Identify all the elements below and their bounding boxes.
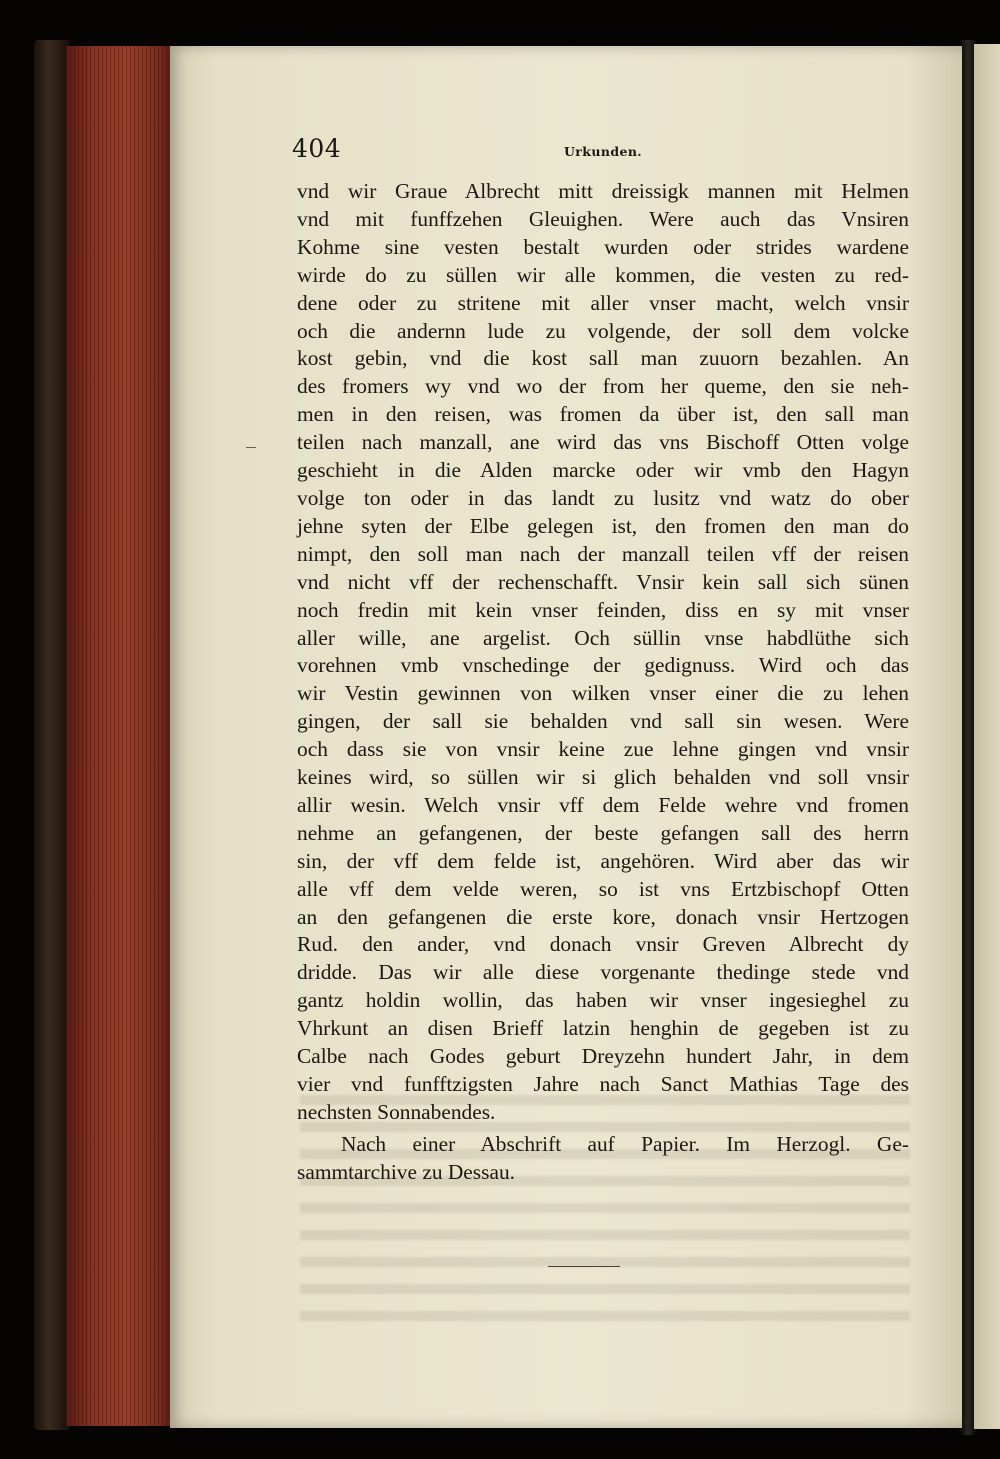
- page-number: 404: [292, 134, 342, 163]
- text-line: jehne syten der Elbe gelegen ist, den fromen den man do: [297, 513, 909, 538]
- text-line: vnd mit funffzehen Gleuighen. Were auch das Vnsiren: [297, 206, 909, 231]
- text-line: och die andernn lude zu volgende, der soll dem volcke: [297, 318, 909, 343]
- text-line: dene oder zu stritene mit aller vnser macht, welch vnsir: [297, 290, 909, 315]
- text-line: kost gebin, vnd die kost sall man zuuorn bezahlen. An: [297, 346, 909, 371]
- text-line: an den gefangenen die erste kore, donach vnsir Hertzogen: [297, 904, 909, 929]
- text-line: nimpt, den soll man nach der manzall teilen vff der reisen: [297, 541, 909, 566]
- text-line: volge ton oder in das landt zu lusitz vnd watz do ober: [297, 485, 909, 510]
- text-line: des fromers wy vnd wo der from her queme, den sie neh-: [297, 374, 909, 399]
- text-line: sin, der vff dem felde ist, angehören. Wird aber das wir: [297, 848, 909, 873]
- text-line: vnd nicht vff der rechenschafft. Vnsir kein sall sich sünen: [297, 569, 909, 594]
- running-head: Urkunden.: [564, 144, 643, 159]
- text-line: vnd wir Graue Albrecht mitt dreissigk mannen mit Helmen: [297, 179, 909, 203]
- text-line: dridde. Das wir alle diese vorgenante thedinge stede vnd: [297, 960, 909, 985]
- text-line: och dass sie von vnsir keine zue lehne gingen vnd vnsir: [297, 737, 909, 762]
- text-line: vier vnd funfftzigsten Jahre nach Sanct Mathias Tage des: [297, 1072, 909, 1096]
- text-line: gingen, der sall sie behalden vnd sall sin wesen. Were: [297, 709, 909, 734]
- text-line: nechsten Sonnabendes.: [297, 1099, 496, 1124]
- facing-page-edge: [974, 44, 1000, 1429]
- text-line: men in den reisen, was fromen da über ist, den sall man: [297, 402, 909, 427]
- text-line: Rud. den ander, vnd donach vnsir Greven Albrecht dy: [297, 932, 909, 957]
- closing-rule: [548, 1266, 620, 1267]
- page-header: [292, 134, 912, 174]
- body-text: [297, 178, 915, 1187]
- text-line: noch fredin mit kein vnser feinden, diss en sy mit vnser: [297, 597, 909, 622]
- text-line: Vhrkunt an disen Brieff latzin henghin de gegeben ist zu: [297, 1016, 909, 1041]
- text-line: nehme an gefangenen, der beste gefangen sall des herrn: [297, 820, 909, 845]
- text-line: teilen nach manzall, ane wird das vns Bischoff Otten volge: [297, 430, 909, 455]
- text-line: wirde do zu süllen wir alle kommen, die vesten zu red-: [297, 262, 909, 287]
- page-block-edge: [66, 46, 176, 1426]
- text-line: keines wird, so süllen wir si glich behalden vnd soll vnsir: [297, 765, 909, 790]
- source-note-line: Nach einer Abschrift auf Papier. Im Herzogl. Ge-: [341, 1131, 909, 1156]
- text-line: vorehnen vmb vnschedinge der gedignuss. Wird och das: [297, 653, 909, 678]
- text-line: aller wille, ane argelist. Och süllin vnse habdlüthe sich: [297, 625, 909, 650]
- text-line: geschieht in die Alden marcke oder wir vmb den Hagyn: [297, 458, 909, 483]
- text-line: allir wesin. Welch vnsir vff dem Felde wehre vnd fromen: [297, 792, 909, 817]
- text-line: Kohme sine vesten bestalt wurden oder strides wardene: [297, 234, 909, 259]
- margin-mark: [246, 447, 256, 448]
- book-cover-edge: [34, 40, 70, 1430]
- source-note-line: sammtarchive zu Dessau.: [297, 1159, 515, 1184]
- text-line: Calbe nach Godes geburt Dreyzehn hundert Jahr, in dem: [297, 1044, 909, 1069]
- text-line: wir Vestin gewinnen von wilken vnser einer die zu lehen: [297, 681, 909, 706]
- book-gutter: [962, 40, 974, 1435]
- text-line: gantz holdin wollin, das haben wir vnser ingesieghel zu: [297, 988, 909, 1013]
- text-line: alle vff dem velde weren, so ist vns Ertzbischopf Otten: [297, 876, 909, 901]
